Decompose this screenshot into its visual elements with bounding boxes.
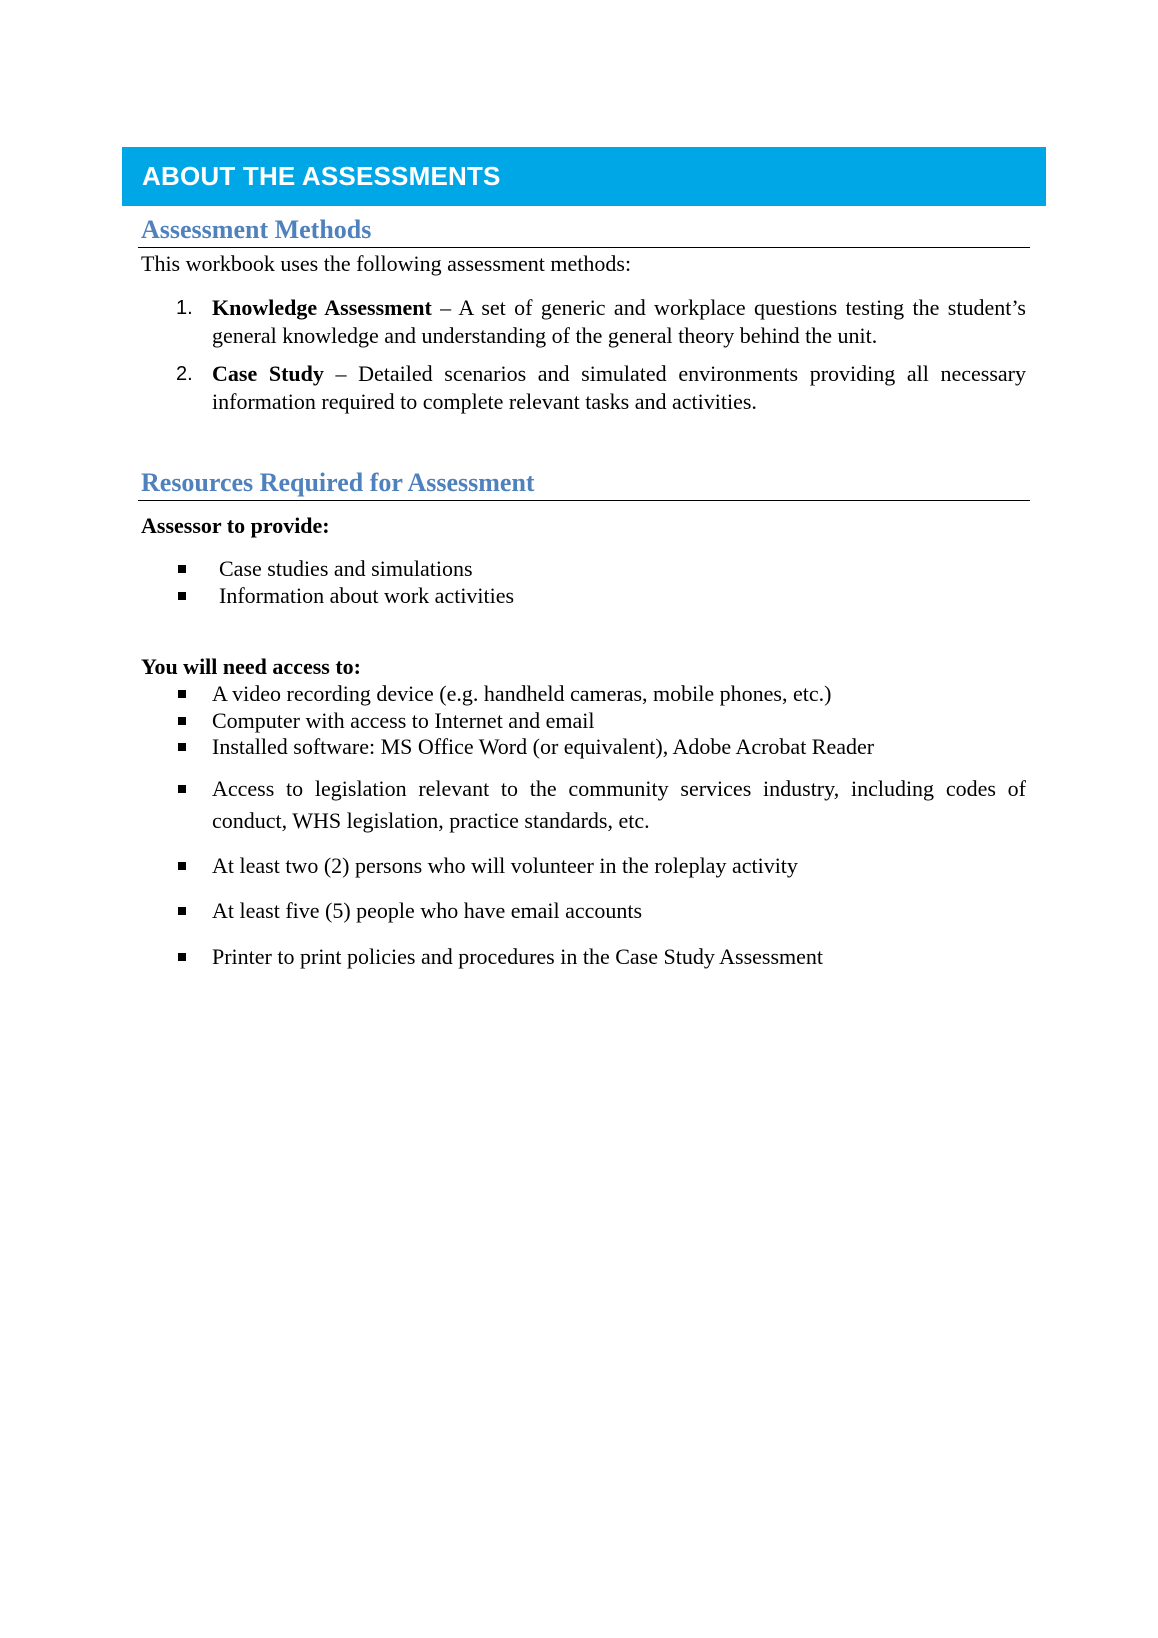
heading-rule [138, 247, 1030, 248]
square-bullet-icon [178, 785, 186, 793]
square-bullet-icon [178, 592, 186, 600]
assessment-methods-heading: Assessment Methods [141, 215, 372, 244]
heading-rule [138, 500, 1030, 501]
method-term: Case Study [212, 361, 324, 386]
bullet-text: A video recording device (e.g. handheld cameras, mobile phones, etc.) [212, 681, 832, 706]
method-term: Knowledge Assessment [212, 295, 432, 320]
list-number: 2. [176, 363, 193, 385]
section-banner [122, 147, 1046, 206]
bullet-text: Computer with access to Internet and email [212, 708, 595, 733]
list-number: 1. [176, 297, 193, 319]
method-description: – A set of generic and workplace questions testing the student’s general knowledge and understanding of the general theory behind the unit. [212, 295, 1026, 348]
square-bullet-icon [178, 862, 186, 870]
resources-heading: Resources Required for Assessment [141, 468, 535, 497]
square-bullet-icon [178, 690, 186, 698]
assessor-provide-label: Assessor to provide: [141, 513, 330, 538]
square-bullet-icon [178, 565, 186, 573]
bullet-text: Installed software: MS Office Word (or equivalent), Adobe Acrobat Reader [212, 734, 875, 759]
bullet-text: Information about work activities [219, 583, 515, 608]
square-bullet-icon [178, 953, 186, 961]
method-text [212, 360, 1026, 416]
methods-intro: This workbook uses the following assessment methods: [141, 251, 632, 276]
bullet-text: Printer to print policies and procedures in the Case Study Assessment [212, 944, 824, 969]
bullet-text: At least two (2) persons who will volunteer in the roleplay activity [212, 853, 798, 878]
bullet-text: Case studies and simulations [219, 556, 473, 581]
access-needed-label: You will need access to: [141, 654, 361, 679]
square-bullet-icon [178, 907, 186, 915]
square-bullet-icon [178, 717, 186, 725]
method-description: – Detailed scenarios and simulated environments providing all necessary information required to complete relevant tasks and activities. [212, 361, 1026, 414]
bullet-text: Access to legislation relevant to the community services industry, including codes of conduct, WHS legislation, practice standards, etc. [212, 776, 1026, 833]
method-text [212, 294, 1026, 350]
banner-title: ABOUT THE ASSESSMENTS [142, 161, 501, 191]
square-bullet-icon [178, 743, 186, 751]
bullet-text: At least five (5) people who have email accounts [212, 898, 643, 923]
